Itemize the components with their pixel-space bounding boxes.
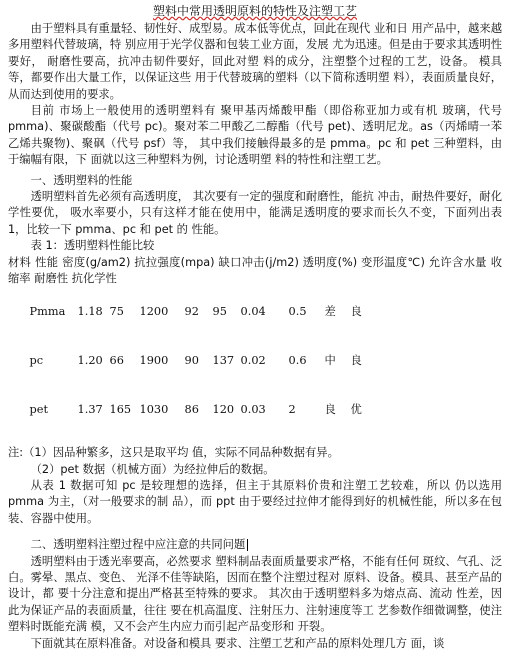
intro-paragraph-1: 由于塑料具有重量轻、韧性好、成型易。成本低等优点，回此在现代 业和日 用产品中，越来越多用塑料代替玻璃，特 别应用于光学仪器和包装工业方面，发展 尤为迅速。但是由于要求其透明性要好， 耐磨性要高，抗冲击韧件要好，回此对塑 料的成分，注塑整个过程的工艺，设备。 模具等，都要作出大量工作，以保证这些 用于代替玻璃的塑料（以下简称透明塑 料），表面质量良好，从而达到使用的要求。 (8, 22, 502, 101)
document-title: 塑料中常用透明原料的特性及注塑工艺 (152, 4, 357, 18)
section-heading-2 (8, 537, 502, 553)
table-header: 材料 性能 密度(g/am2) 抗拉强度(mpa) 缺口冲击(j/m2) 透明度(%) 变形温度℃) 允许含水量 收缩率 耐磨性 抗化学性 (8, 255, 502, 286)
document-page (0, 2, 510, 650)
closing-paragraph: 下面就其在原料准备。对设备和模具 要求、注塑工艺和产品的原料处理几方 面，谈 (30, 636, 445, 650)
text-cursor (247, 539, 248, 551)
table-note-1: 注:（1）因品种繁多，这只是取平均 值，实际不同品种数据有异。 (8, 446, 339, 460)
intro-paragraph-2: 目前 市场上一般使用的透明塑料有 聚甲基丙烯酸甲酯（即俗称亚加力或有机 玻璃，代号 pmma)、聚碳酸酯（代号 pc)。聚对苯二甲酸乙二醇酯（代号 pet)、透明尼龙。as（丙烯晴一苯 乙烯共聚物)、聚砜（代号 psf）等， 其中我们接触得最多的是 pmma。pc 和 pet 三种塑料，由于编幅有限，下 面就以这三种塑料为例，讨论透明塑 料的特性和注塑工艺。 (8, 104, 502, 167)
analysis-paragraph: 从表 1 数据可知 pc 是较理想的选择，但主于其原料价贵和注塑工艺较难，所以 仍以选用 pmma 为主，（对一般要求的制 品），而 ppt 由于要经过拉伸才能得到好的机械性能，所以多在包装、容器中使用。 (8, 478, 502, 525)
table-row: pet 1.37 165 1030 86 120 0.03 2 良 优 (29, 403, 362, 417)
table-note-2: （2）pet 数据（机械方面）为经拉伸后的数据。 (30, 462, 275, 476)
table-caption: 表 1：透明塑料性能比较 (30, 239, 155, 253)
performance-paragraph: 透明塑料首先必须有高透明度， 其次要有一定的强度和耐磨性，能抗 冲击，耐热件要好，耐化学性要优， 吸水率要小，只有这样才能在使用中，能满足透明度的要求而长久不变，下面列出表 1，比较一下 pmma、pc 和 pet 的 性能。 (8, 190, 502, 236)
common-issues-paragraph: 透明塑料由于透光率要高，必然要求 塑料制品表面质量要求严格，不能有任何 斑纹、气孔、泛白。雾晕、黑点、变色、 光泽不佳等缺陷，因而在整个注塑过程对 原料、设备。模具、甚至产品的设计，都 要十分注意和提出严格甚至特殊的要求。 其次由于透明塑料多为熔点高、流动 性差，因此为保证产品的表面质量，往往 要在机高温度、注射压力、注射速度等工 艺参数作细微调整，使注塑料时既能充满 模，又不会产生内应力而引起产品变形和 开裂。 (8, 554, 502, 634)
section-heading-2-text: 二、透明塑料注塑过程中应注意的共同问题 (30, 538, 246, 552)
table-row: pc 1.20 66 1900 90 137 0.02 0.6 中 良 (29, 354, 362, 368)
table-row: Pmma 1.18 75 1200 92 95 0.04 0.5 差 良 (29, 304, 362, 318)
section-heading-1: 一、透明塑料的性能 (30, 173, 133, 187)
properties-table (8, 288, 502, 436)
